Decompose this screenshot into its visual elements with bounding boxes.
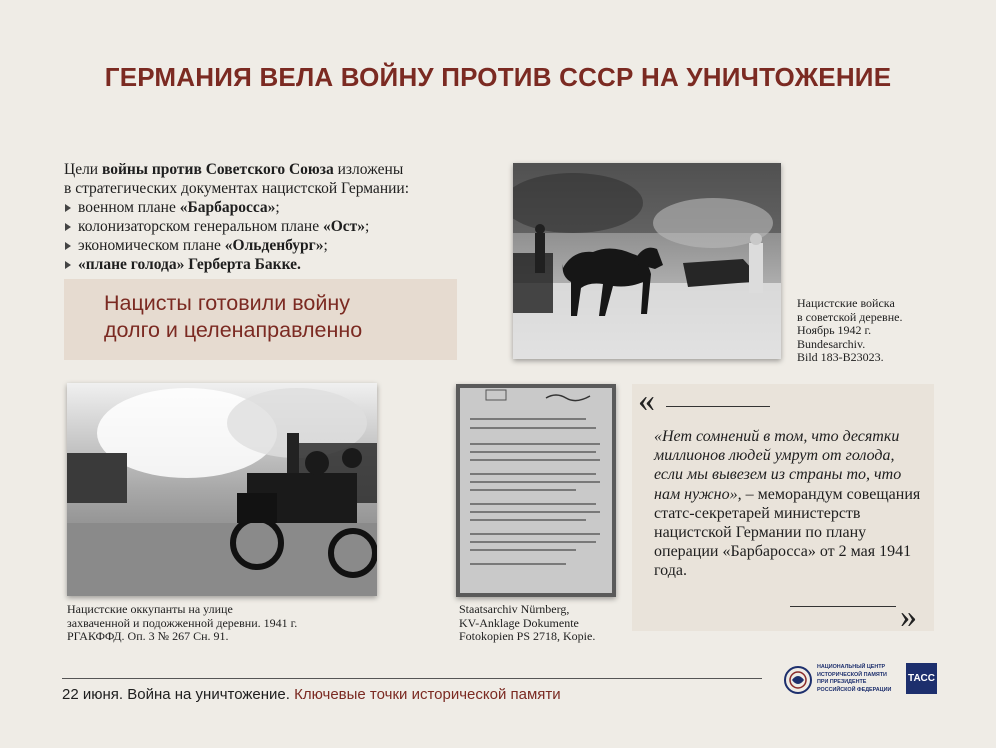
memory-center-emblem-icon bbox=[783, 663, 813, 697]
memory-center-logo bbox=[783, 662, 893, 698]
footer-text: 22 июня. Война на уничтожение. Ключевые точки исторической памяти bbox=[62, 686, 561, 703]
quote-text: «Нет сомнений в том, что десятки миллионов людей умрут от голода, если мы вывезем из страны то, что нам нужно», – меморандум совещания статс-секретарей министерств нацистской Германии по плану операции «Барбаросса» от 2 мая 1941 года. bbox=[654, 428, 921, 580]
tass-logo: ТАСС bbox=[906, 663, 937, 694]
logo-text-line: ИСТОРИЧЕСКОЙ ПАМЯТИ bbox=[817, 671, 887, 678]
caption-troops: Нацистские войска в советской деревне. Ноябрь 1942 г. Bundesarchiv. Bild 183-B23023. bbox=[797, 296, 903, 364]
intro-line-2: в стратегических документах нацистской Германии: bbox=[64, 180, 410, 197]
list-item: военном плане «Барбаросса»; bbox=[64, 198, 504, 217]
plans-list bbox=[64, 198, 504, 274]
logo-text-line: РОССИЙСКОЙ ФЕДЕРАЦИИ bbox=[817, 686, 892, 693]
callout-line-2: долго и целенаправленно bbox=[104, 318, 363, 342]
callout-line-1: Нацисты готовили войну bbox=[104, 291, 350, 315]
callout-box bbox=[64, 279, 457, 360]
logo-text-line: ПРИ ПРЕЗИДЕНТЕ bbox=[817, 679, 867, 685]
list-item: колонизаторском генеральном плане «Ост»; bbox=[64, 217, 504, 236]
quote-close-mark: » bbox=[900, 598, 917, 635]
caption-occupiers: Нацистские оккупанты на улице захваченной и подожженной деревни. 1941 г. РГАКФФД. Оп. 3 № 267 Сн. 91. bbox=[67, 602, 298, 643]
burning-village-photo-image bbox=[67, 383, 377, 596]
intro-line-1: Цели войны против Советского Союза изложены bbox=[64, 161, 404, 178]
quote-box bbox=[632, 382, 934, 635]
list-item: «плане голода» Герберта Бакке. bbox=[64, 255, 504, 274]
photo-burning-village bbox=[67, 383, 377, 596]
page-title: ГЕРМАНИЯ ВЕЛА ВОЙНУ ПРОТИВ СССР НА УНИЧТОЖЕНИЕ bbox=[104, 62, 892, 92]
photo-troops-village bbox=[513, 163, 781, 359]
document-photo-image bbox=[456, 384, 616, 597]
footer-divider bbox=[62, 678, 762, 679]
troops-photo-image bbox=[513, 163, 781, 359]
list-item: экономическом плане «Ольденбург»; bbox=[64, 236, 504, 255]
quote-open-mark: « bbox=[638, 382, 655, 419]
logo-text-line: НАЦИОНАЛЬНЫЙ ЦЕНТР bbox=[817, 664, 886, 670]
quote-top-rule bbox=[666, 406, 770, 407]
photo-archive-document bbox=[456, 384, 616, 597]
quote-bottom-rule bbox=[790, 606, 896, 607]
caption-document: Staatsarchiv Nürnberg, KV-Anklage Dokumente Fotokopien PS 2718, Kopie. bbox=[459, 602, 596, 643]
intro-text bbox=[64, 160, 504, 274]
